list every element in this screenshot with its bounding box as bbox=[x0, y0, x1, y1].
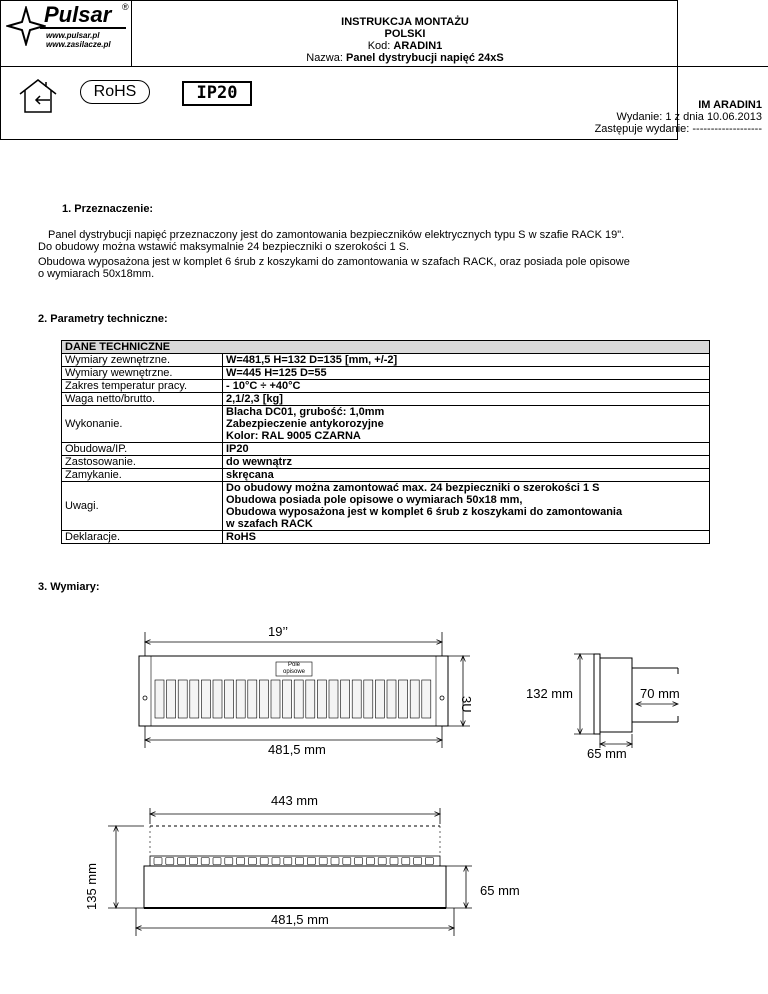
pole-opisowe-label: Pole opisowe bbox=[282, 662, 305, 675]
fuse-slot bbox=[387, 680, 396, 718]
fuse-slot-top bbox=[213, 858, 221, 865]
fuse-slot-top bbox=[260, 858, 268, 865]
fuse-slot bbox=[155, 680, 164, 718]
fuse-slot-top bbox=[390, 858, 398, 865]
im-code: IM ARADIN1 bbox=[698, 99, 762, 111]
para-line-4: o wymiarach 50x18mm. bbox=[38, 268, 155, 280]
pulsar-logo-icon bbox=[6, 6, 46, 46]
doc-name: Nazwa: Panel dystrybucji napięć 24xS bbox=[306, 52, 504, 64]
side-height: 132 mm bbox=[526, 686, 573, 701]
fuse-slot bbox=[259, 680, 268, 718]
fuse-slot bbox=[422, 680, 431, 718]
ip-badge: IP20 bbox=[182, 81, 252, 106]
registered-mark: ® bbox=[122, 2, 129, 12]
doc-code: Kod: ARADIN1 bbox=[367, 40, 443, 52]
fuse-slot bbox=[341, 680, 350, 718]
fuse-slot bbox=[306, 680, 315, 718]
fuse-slot bbox=[410, 680, 419, 718]
fuse-slot-top bbox=[272, 858, 280, 865]
indoor-house-icon bbox=[16, 76, 60, 116]
table-row: Zamykanie. skręcana bbox=[62, 469, 710, 482]
fuse-slot bbox=[190, 680, 199, 718]
table-row: Deklaracje. RoHS bbox=[62, 531, 710, 544]
fuse-slot-top bbox=[154, 858, 162, 865]
section-3-title: 3. Wymiary: bbox=[38, 581, 100, 593]
top-depth-right: 65 mm bbox=[480, 883, 520, 898]
fuse-slot-top bbox=[248, 858, 256, 865]
para-line-1: Panel dystrybucji napięć przeznaczony jest do zamontowania bezpieczników elektrycznych typu S w szafie RACK 19". bbox=[48, 229, 625, 241]
fuse-slot bbox=[167, 680, 176, 718]
fuse-slot bbox=[201, 680, 210, 718]
header-box bbox=[0, 0, 762, 140]
fuse-slot bbox=[283, 680, 292, 718]
fuse-slot bbox=[225, 680, 234, 718]
fuse-slot-top bbox=[296, 858, 304, 865]
fuse-slot-top bbox=[319, 858, 327, 865]
fuse-slot-top bbox=[178, 858, 186, 865]
side-depth-top: 70 mm bbox=[640, 686, 680, 701]
rohs-badge: RoHS bbox=[80, 80, 150, 104]
para-line-3: Obudowa wyposażona jest w komplet 6 śrub z koszykami do zamontowania w szafach RACK, oraz posiada pole opisowe bbox=[38, 256, 630, 268]
top-width-bottom: 481,5 mm bbox=[271, 912, 329, 927]
fuse-slot-top bbox=[402, 858, 410, 865]
fuse-slot bbox=[352, 680, 361, 718]
side-view-drawing bbox=[560, 640, 710, 755]
fuse-slot bbox=[178, 680, 187, 718]
table-row: Wykonanie. Blacha DC01, grubość: 1,0mm Zabezpieczenie antykorozyjne Kolor: RAL 9005 CZARNA bbox=[62, 406, 710, 443]
logo-name: Pulsar bbox=[44, 2, 112, 27]
fuse-slot bbox=[213, 680, 222, 718]
table-row: Uwagi. Do obudowy można zamontować max. 24 bezpieczniki o szerokości 1 S Obudowa posiada pole opisowe o wymiarach 50x18 mm, Obudowa wyposażona jest w komplet 6 śrub z koszykami do zamontowania w szafach RACK bbox=[62, 482, 710, 531]
fuse-slot-top bbox=[343, 858, 351, 865]
para-line-2: Do obudowy można wstawić maksymalnie 24 bezpieczniki o szerokości 1 S. bbox=[38, 241, 410, 253]
fuse-slot-top bbox=[378, 858, 386, 865]
fuse-slot-top bbox=[284, 858, 292, 865]
top-width-top: 443 mm bbox=[271, 793, 318, 808]
doc-language: POLSKI bbox=[384, 28, 426, 40]
edition: Wydanie: 1 z dnia 10.06.2013 bbox=[616, 111, 762, 123]
fuse-slot bbox=[317, 680, 326, 718]
fuse-slot-top bbox=[166, 858, 174, 865]
fuse-slot-top bbox=[225, 858, 233, 865]
tech-table-header: DANE TECHNICZNE bbox=[62, 341, 710, 354]
fuse-slot bbox=[329, 680, 338, 718]
table-row: Waga netto/brutto. 2,1/2,3 [kg] bbox=[62, 393, 710, 406]
fuse-slot-top bbox=[201, 858, 209, 865]
table-row: Wymiary zewnętrzne. W=481,5 H=132 D=135 [mm, +/-2] bbox=[62, 354, 710, 367]
fuse-slot-top bbox=[307, 858, 315, 865]
fuse-slot bbox=[294, 680, 303, 718]
fuse-slot-top bbox=[414, 858, 422, 865]
doc-type: INSTRUKCJA MONTAŻU bbox=[341, 16, 469, 28]
section-2-title: 2. Parametry techniczne: bbox=[38, 313, 168, 325]
top-depth: 135 mm bbox=[84, 863, 99, 910]
side-depth-bottom: 65 mm bbox=[587, 746, 627, 761]
front-width-top: 19’’ bbox=[268, 624, 289, 639]
table-row: Zakres temperatur pracy. - 10°C ÷ +40°C bbox=[62, 380, 710, 393]
table-row: Wymiary wewnętrzne. W=445 H=125 D=55 bbox=[62, 367, 710, 380]
fuse-slot-top bbox=[189, 858, 197, 865]
fuse-slot bbox=[248, 680, 257, 718]
fuse-slot bbox=[271, 680, 280, 718]
front-width-bottom: 481,5 mm bbox=[268, 742, 326, 757]
fuse-slot-top bbox=[425, 858, 433, 865]
replaces: Zastępuje wydanie: ------------------- bbox=[594, 123, 762, 135]
table-row: Zastosowanie. do wewnątrz bbox=[62, 456, 710, 469]
fuse-slot-top bbox=[331, 858, 339, 865]
fuse-slot-top bbox=[237, 858, 245, 865]
table-row: Obudowa/IP. IP20 bbox=[62, 443, 710, 456]
fuse-slot-top bbox=[366, 858, 374, 865]
fuse-slot bbox=[399, 680, 408, 718]
front-height-units: 3U bbox=[459, 696, 474, 713]
logo-url-1: www.pulsar.pl bbox=[46, 31, 100, 40]
section-1-title: 1. Przeznaczenie: bbox=[62, 203, 154, 215]
fuse-slot bbox=[364, 680, 373, 718]
logo-url-2: www.zasilacze.pl bbox=[46, 40, 111, 49]
tech-table bbox=[61, 340, 710, 544]
fuse-slot-top bbox=[355, 858, 363, 865]
fuse-slot bbox=[236, 680, 245, 718]
fuse-slot bbox=[375, 680, 384, 718]
